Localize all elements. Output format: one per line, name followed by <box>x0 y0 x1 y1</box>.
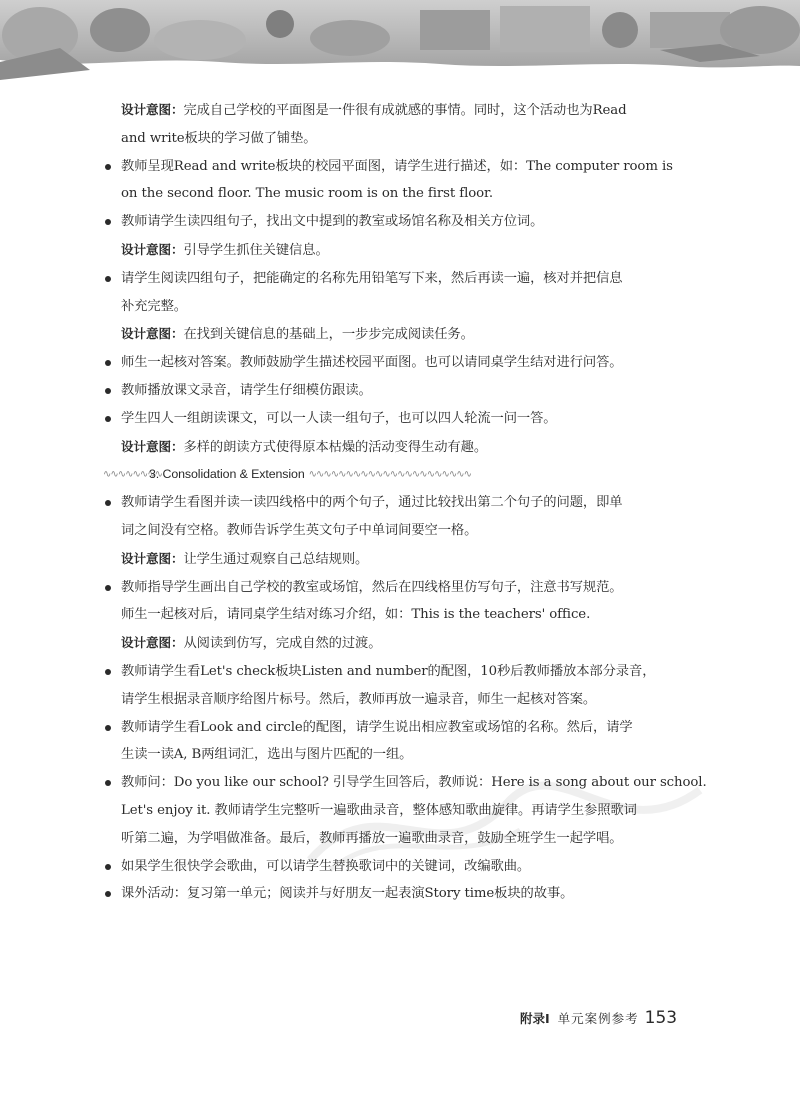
banner-image <box>0 0 800 84</box>
design-intent-line <box>103 433 718 462</box>
bullet-text: 教师问：Do you like our school? 引导学生回答后，教师说：Here is a song about our school. <box>121 775 707 791</box>
design-intent-text: 从阅读到仿写，完成自然的过渡。 <box>183 636 382 652</box>
bullet-item <box>103 377 718 405</box>
continuation-line <box>103 686 718 714</box>
design-intent-text: 多样的朗读方式使得原本枯燥的活动变得生动有趣。 <box>183 439 488 455</box>
bullet-text: 教师请学生看图并读一读四线格中的两个句子，通过比较找出第二个句子的问题，即单 <box>121 495 623 511</box>
design-intent-text: 在找到关键信息的基础上，一步步完成阅读任务。 <box>183 327 474 343</box>
design-intent-line <box>103 236 718 265</box>
bullet-dot-icon <box>105 780 111 786</box>
continuation-line <box>103 825 718 853</box>
line-text: and write板块的学习做了铺垫。 <box>121 130 317 146</box>
bullet-dot-icon <box>105 388 111 394</box>
bullet-dot-icon <box>105 500 111 506</box>
bullet-dot-icon <box>105 891 111 897</box>
bullet-text: 课外活动：复习第一单元；阅读并与好朋友一起表演Story time板块的故事。 <box>121 886 574 902</box>
bullet-text: 教师请学生读四组句子，找出文中提到的教室或场馆名称及相关方位词。 <box>121 214 544 230</box>
bullet-item <box>103 489 718 517</box>
line-text: 听第二遍，为学唱做准备。最后，教师再播放一遍歌曲录音，鼓励全班学生一起学唱。 <box>121 830 623 846</box>
bullet-dot-icon <box>105 219 111 225</box>
bullet-dot-icon <box>105 276 111 282</box>
continuation-line <box>103 125 718 153</box>
bullet-item <box>103 153 718 181</box>
design-intent-line <box>103 96 718 125</box>
line-text: 师生一起核对后，请同桌学生结对练习介绍，如：This is the teachers' office. <box>121 607 591 623</box>
page-content <box>103 96 718 908</box>
bullet-item <box>103 208 718 236</box>
continuation-line <box>103 180 718 208</box>
design-intent-text: 让学生通过观察自己总结规则。 <box>183 551 369 567</box>
bullet-item <box>103 658 718 686</box>
bullet-item <box>103 405 718 433</box>
bullet-dot-icon <box>105 725 111 731</box>
bullet-text: 如果学生很快学会歌曲，可以请学生替换歌词中的关键词，改编歌曲。 <box>121 858 531 874</box>
line-text: Let's enjoy it. 教师请学生完整听一遍歌曲录音，整体感知歌曲旋律。再请学生参照歌词 <box>121 802 637 818</box>
bullet-text: 教师请学生看Look and circle的配图，请学生说出相应教室或场馆的名称。然后，请学 <box>121 719 633 735</box>
page-number: 153 <box>644 1008 678 1028</box>
continuation-line <box>103 741 718 769</box>
bullet-text: 教师指导学生画出自己学校的教室或场馆，然后在四线格里仿写句子，注意书写规范。 <box>121 579 623 595</box>
bullet-text: 师生一起核对答案。教师鼓励学生描述校园平面图。也可以请同桌学生结对进行问答。 <box>121 355 623 371</box>
line-text: 生读一读A, B两组词汇，选出与图片匹配的一组。 <box>121 747 413 763</box>
design-intent-line <box>103 629 718 658</box>
bullet-item <box>103 853 718 881</box>
bullet-dot-icon <box>105 864 111 870</box>
footer-separator <box>550 1011 554 1026</box>
design-intent-label: 设计意图： <box>121 326 184 342</box>
design-intent-line <box>103 320 718 349</box>
line-text: 词之间没有空格。教师告诉学生英文句子中单词间要空一格。 <box>121 522 478 538</box>
bullet-item <box>103 769 718 797</box>
design-intent-label: 设计意图： <box>121 438 184 454</box>
continuation-line <box>103 797 718 825</box>
section-heading-text: 3. Consolidation & Extension <box>149 467 305 482</box>
bullet-item <box>103 714 718 742</box>
bullet-text: 教师呈现Read and write板块的校园平面图，请学生进行描述，如：The computer room is <box>121 158 673 174</box>
bullet-dot-icon <box>105 164 111 170</box>
design-intent-label: 设计意图： <box>121 635 184 651</box>
bullet-text: 教师播放课文录音，请学生仔细模仿跟读。 <box>121 382 372 398</box>
bullet-item <box>103 574 718 602</box>
bullet-item <box>103 265 718 293</box>
bullet-dot-icon <box>105 360 111 366</box>
bullet-dot-icon <box>105 669 111 675</box>
bullet-dot-icon <box>105 416 111 422</box>
line-text: on the second floor. The music room is on the first floor. <box>121 186 493 202</box>
continuation-line <box>103 601 718 629</box>
bullet-text: 学生四人一组朗读课文，可以一人读一组句子，也可以四人轮流一问一答。 <box>121 410 557 426</box>
bullet-item <box>103 349 718 377</box>
header-banner-illustration <box>0 0 800 84</box>
design-intent-label: 设计意图： <box>121 102 184 117</box>
continuation-line <box>103 517 718 545</box>
continuation-line <box>103 293 718 321</box>
section-heading <box>103 461 718 489</box>
line-text: 请学生根据录音顺序给图片标号。然后，教师再放一遍录音，师生一起核对答案。 <box>121 691 597 707</box>
design-intent-text: 引导学生抓住关键信息。 <box>183 242 329 258</box>
line-text: 补充完整。 <box>121 298 187 314</box>
wave-decoration-icon: ∿∿∿∿∿∿∿∿ <box>103 469 163 481</box>
bullet-item <box>103 880 718 908</box>
design-intent-label: 设计意图： <box>121 241 184 257</box>
bullet-text: 教师请学生看Let's check板块Listen and number的配图，10秒后教师播放本部分录音， <box>121 663 656 679</box>
design-intent-line <box>103 545 718 574</box>
design-intent-label: 设计意图： <box>121 550 184 566</box>
bullet-dot-icon <box>105 585 111 591</box>
page-footer <box>520 1008 720 1032</box>
appendix-label: 附录Ⅰ <box>520 1011 550 1026</box>
design-intent-text: 完成自己学校的平面图是一件很有成就感的事情。同时，这个活动也为Read <box>183 103 627 118</box>
wave-decoration-icon: ∿∿∿∿∿∿∿∿∿∿∿∿∿∿∿∿∿∿∿∿∿∿ <box>308 469 471 481</box>
section-title: 单元案例参考 <box>557 1011 639 1026</box>
bullet-text: 请学生阅读四组句子，把能确定的名称先用铅笔写下来，然后再读一遍，核对并把信息 <box>121 270 623 286</box>
